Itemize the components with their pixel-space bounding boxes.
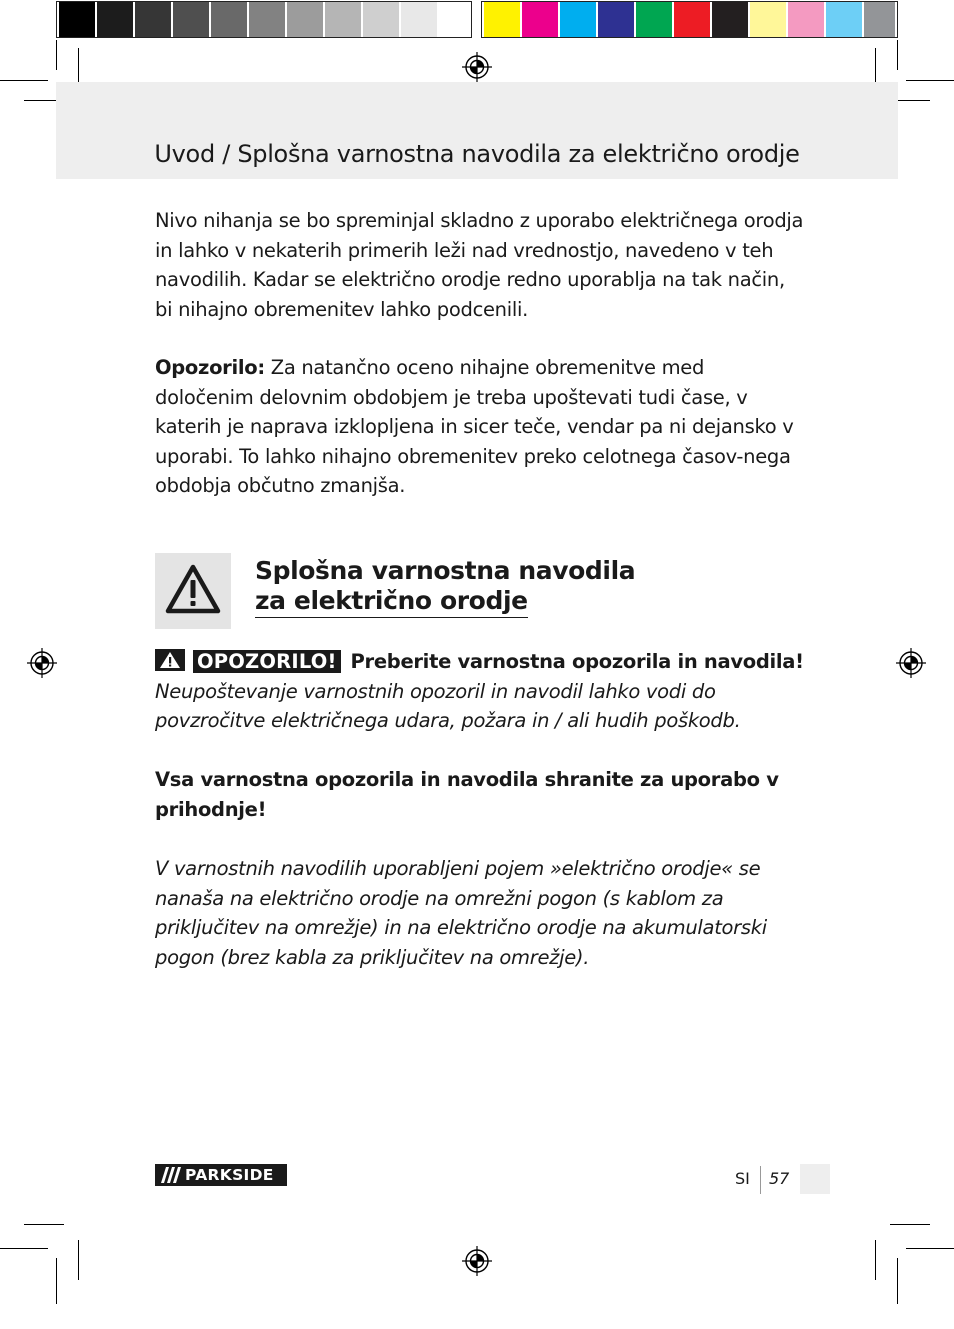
paragraph-warning-note [155, 353, 805, 501]
print-color-bar [56, 1, 898, 39]
paragraph-definition [155, 854, 805, 972]
crop-mark [906, 1248, 954, 1249]
bold-instruction: Preberite varnostna opozorila in navodila! [350, 650, 804, 673]
crop-mark [78, 1240, 79, 1280]
warning-icon-box [155, 553, 231, 629]
logo-stripes-icon [155, 1164, 185, 1186]
crop-mark [56, 1258, 57, 1304]
crop-mark [906, 80, 954, 81]
paragraph-text: Za natančno oceno nihajne obremenitve med določenim delovnim obdobjem je treba upoštevati tudi čase, v katerih je naprava izklopljena in sicer teče, vendar pa ni dejansko v uporabi. To lahko nihajno obremenitev preko celotnega časov-nega obdobja občutno zmanjša. [155, 356, 794, 497]
warning-triangle-icon [155, 649, 185, 671]
parkside-logo [155, 1164, 287, 1186]
section-title [255, 556, 635, 618]
registration-mark-icon [896, 648, 926, 678]
page-title: Uvod / Splošna varnostna navodila za električno orodje [154, 140, 800, 168]
registration-mark-icon [462, 52, 492, 82]
warning-badge: OPOZORILO! [193, 650, 341, 673]
crop-mark [0, 80, 48, 81]
logo-text: PARKSIDE [185, 1166, 274, 1184]
crop-mark [56, 40, 57, 70]
registration-mark-icon [462, 1246, 492, 1276]
paragraph-keep-instructions [155, 765, 805, 824]
warning-label: Opozorilo: [155, 356, 265, 379]
color-swatch-frame [481, 1, 898, 38]
footer-divider [760, 1166, 761, 1194]
crop-mark [897, 1258, 898, 1304]
warning-triangle-icon [155, 553, 231, 629]
paragraph-vibration-level [155, 206, 805, 324]
language-code: SI [735, 1169, 750, 1188]
bold-text: Vsa varnostna opozorila in navodila shranite za uporabo v prihodnje! [155, 768, 779, 821]
crop-mark [24, 1224, 64, 1225]
crop-mark [875, 48, 876, 86]
section-title-line1: Splošna varnostna navodila [255, 556, 636, 585]
crop-mark [0, 1248, 48, 1249]
crop-mark [875, 1240, 876, 1280]
italic-text: Neupoštevanje varnostnih opozoril in navodil lahko vodi do povzročitve električnega udara, požara in / ali hudih poškodb. [155, 679, 741, 732]
crop-mark [78, 48, 79, 86]
paragraph-text: Nivo nihanja se bo spreminjal skladno z uporabo električnega orodja in lahko v nekaterih primerih leži nad vrednostjo, navedeno v teh navodilih. Kadar se električno orodje redno uporablja na tak način, bi nihajno obremenitev lahko podcenili. [155, 209, 804, 321]
gray-swatch-frame [56, 1, 472, 38]
header-band [56, 82, 898, 179]
page-number: 57 [769, 1169, 790, 1188]
section-title-line2: za električno orodje [255, 586, 528, 618]
registration-mark-icon [27, 648, 57, 678]
paragraph-read-warnings [155, 647, 805, 736]
italic-text: V varnostnih navodilih uporabljeni pojem »električno orodje« se nanaša na električno orodje na omrežni pogon (s kablom za priključitev na omrežje) in na električno orodje na akumulatorski pogon (brez kabla za priključitev na omrežje). [155, 857, 767, 969]
crop-mark [890, 1224, 930, 1225]
page-tab [800, 1164, 830, 1194]
crop-mark [897, 40, 898, 70]
